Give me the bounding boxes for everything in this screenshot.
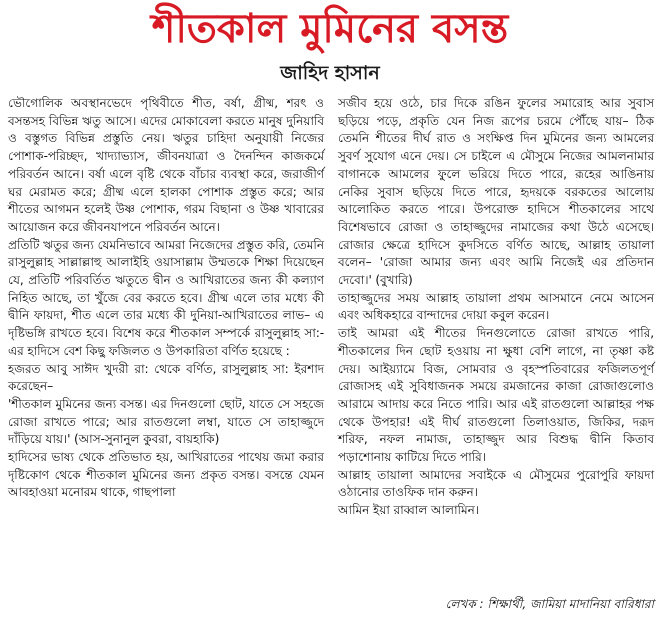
paragraph: তাহাজ্জুদের সময় আল্লাহ তায়ালা প্রথম আসমানে নেমে আসেন এবং অধিকহারে বান্দাদের দোয়া কবুল করেন।: [338, 290, 654, 323]
paragraph: সজীব হয়ে ওঠে, চার দিকে রঙিন ফুলের সমারোহ আর সুবাস ছড়িয়ে পড়ে, প্রকৃতি যেন নিজ রূপের চরমে পৌঁছে যায়– ঠিক তেমনি শীতের দীর্ঘ রাত ও সংক্ষিপ্ত দিন মুমিনের জন্য আমলের সুবর্ণ সুযোগ এনে দেয়। সে চাইলে এ মৌসুমে নিজের আমলনামার বাগানকে আমলের ফুলে ভরিয়ে দিতে পারে, রূহের আঙিনায় নেকির সুবাস ছড়িয়ে দিতে পারে, হৃদয়কে বরকতের আলোয় আলোকিত করতে পারে। উপরোক্ত হাদিসে শীতকালের সাথে বিশেষভাবে রোজা ও তাহাজ্জুদের নামাজের কথা উঠে এসেছে। রোজার ক্ষেত্রে হাদিসে কুদসিতে বর্ণিত আছে, আল্লাহ তায়ালা বলেন– 'রোজা আমার জন্য এবং আমি নিজেই এর প্রতিদান দেবো।' (বুখারি): [338, 96, 654, 288]
left-column: [8, 95, 324, 502]
paragraph: আমিন ইয়া রাব্বাল আলামিন।: [338, 503, 479, 518]
hadith-quote: 'শীতকাল মুমিনের জন্য বসন্ত। এর দিনগুলো ছোট, যাতে সে সহজে রোজা রাখতে পারে; আর রাতগুলো লম্বা, যাতে সে তাহাজ্জুদে দাঁড়িয়ে যায়।' (আস-সুনানুল কুবরা, বায়হাকি): [8, 396, 324, 447]
paragraph: তাই আমরা এই শীতের দিনগুলোতে রোজা রাখতে পারি, শীতকালের দিন ছোট হওয়ায় না ক্ষুধা বেশি লাগে, না তৃষ্ণা কষ্ট দেয়। আইয়্যামে বিজ, সোমবার ও বৃহস্পতিবারের ফজিলতপূর্ণ রোজাসহ এই সুবিধাজনক সময়ে রমজানের কাজা রোজাগুলোও আরামে আদায় করে নিতে পারি। আর এই রাতগুলো আল্লাহর পক্ষ থেকে উপহার! এই দীর্ঘ রাতগুলো তিলাওয়াত, জিকির, দরূদ শরিফ, নফল নামাজ, তাহাজ্জুদ আর বিশুদ্ধ দ্বীনি কিতাব পড়াশোনায় কাটিয়ে দিতে পারি।: [338, 326, 654, 465]
right-column: [338, 95, 654, 520]
writer-byline: লেখক : শিক্ষার্থী, জামিয়া মাদানিয়া বারিধারা: [445, 597, 654, 611]
article-title: শীতকাল মুমিনের বসন্ত: [151, 5, 509, 52]
paragraph: ভৌগোলিক অবস্থানভেদে পৃথিবীতে শীত, বর্ষা, গ্রীষ্ম, শরৎ ও বসন্তসহ বিভিন্ন ঋতু আসে। এদের মোকাবেলা করতে মানুষ দুনিয়াবি ও বস্তুগত বিভিন্ন প্রস্তুতি নেয়। ঋতুর চাহিদা অনুযায়ী নিজের পোশাক-পরিচ্ছদ, খাদ্যাভ্যাস, জীবনযাত্রা ও দৈনন্দিন কাজকর্মে পরিবর্তন আনে। বর্ষা এলে বৃষ্টি থেকে বাঁচার ব্যবস্থা করে, জরাজীর্ণ ঘর মেরামত করে; গ্রীষ্ম এলে হালকা পোশাক প্রস্তুত করে; আর শীতের আগমন হলেই উষ্ণ পোশাক, গরম বিছানা ও উষ্ণ খাবারের আয়োজন করে জীবনযাপনে পরিবর্তন আনে।: [8, 96, 324, 234]
paragraph: হাদিসের ভাষ্য থেকে প্রতিভাত হয়, আখিরাতের পাথেয় জমা করার দৃষ্টিকোণ থেকে শীতকাল মুমিনের জন্য প্রকৃত বসন্ত। বসন্তে যেমন আবহাওয়া মনোরম থাকে, গাছপালা: [8, 450, 324, 500]
paragraph: আল্লাহ তায়ালা আমাদের সবাইকে এ মৌসুমের পুরোপুরি ফায়দা ওঠানোর তাওফিক দান করুন।: [338, 467, 654, 500]
paragraph: প্রতিটি ঋতুর জন্য যেমনিভাবে আমরা নিজেদের প্রস্তুত করি, তেমনি রাসুলুল্লাহ সাল্লাল্লাহু আলাইহি ওয়াসাল্লাম উম্মতকে শিক্ষা দিয়েছেন যে, প্রতিটি পরিবর্তিত ঋতুতে দ্বীন ও আখিরাতের জন্য কী কল্যাণ নিহিত আছে, তা খুঁজে বের করতে হবে। গ্রীষ্ম এলে তার মধ্যে কী দ্বীনি ফায়দা, শীত এলে তার মধ্যে কী দুনিয়া-আখিরাতের লাভ– এ দৃষ্টিভঙ্গি রাখতে হবে। বিশেষ করে শীতকাল সম্পর্কে রাসুলুল্লাহ সা:-এর হাদিসে বেশ কিছু ফজিলত ও উপকারিতা বর্ণিত হয়েছে :: [8, 237, 324, 358]
author-name: জাহিদ হাসান: [280, 62, 380, 84]
paragraph: হজরত আবু সাঈদ খুদরী রা: থেকে বর্ণিত, রাসুলুল্লাহ সা: ইরশাদ করেছেন–: [8, 361, 324, 394]
